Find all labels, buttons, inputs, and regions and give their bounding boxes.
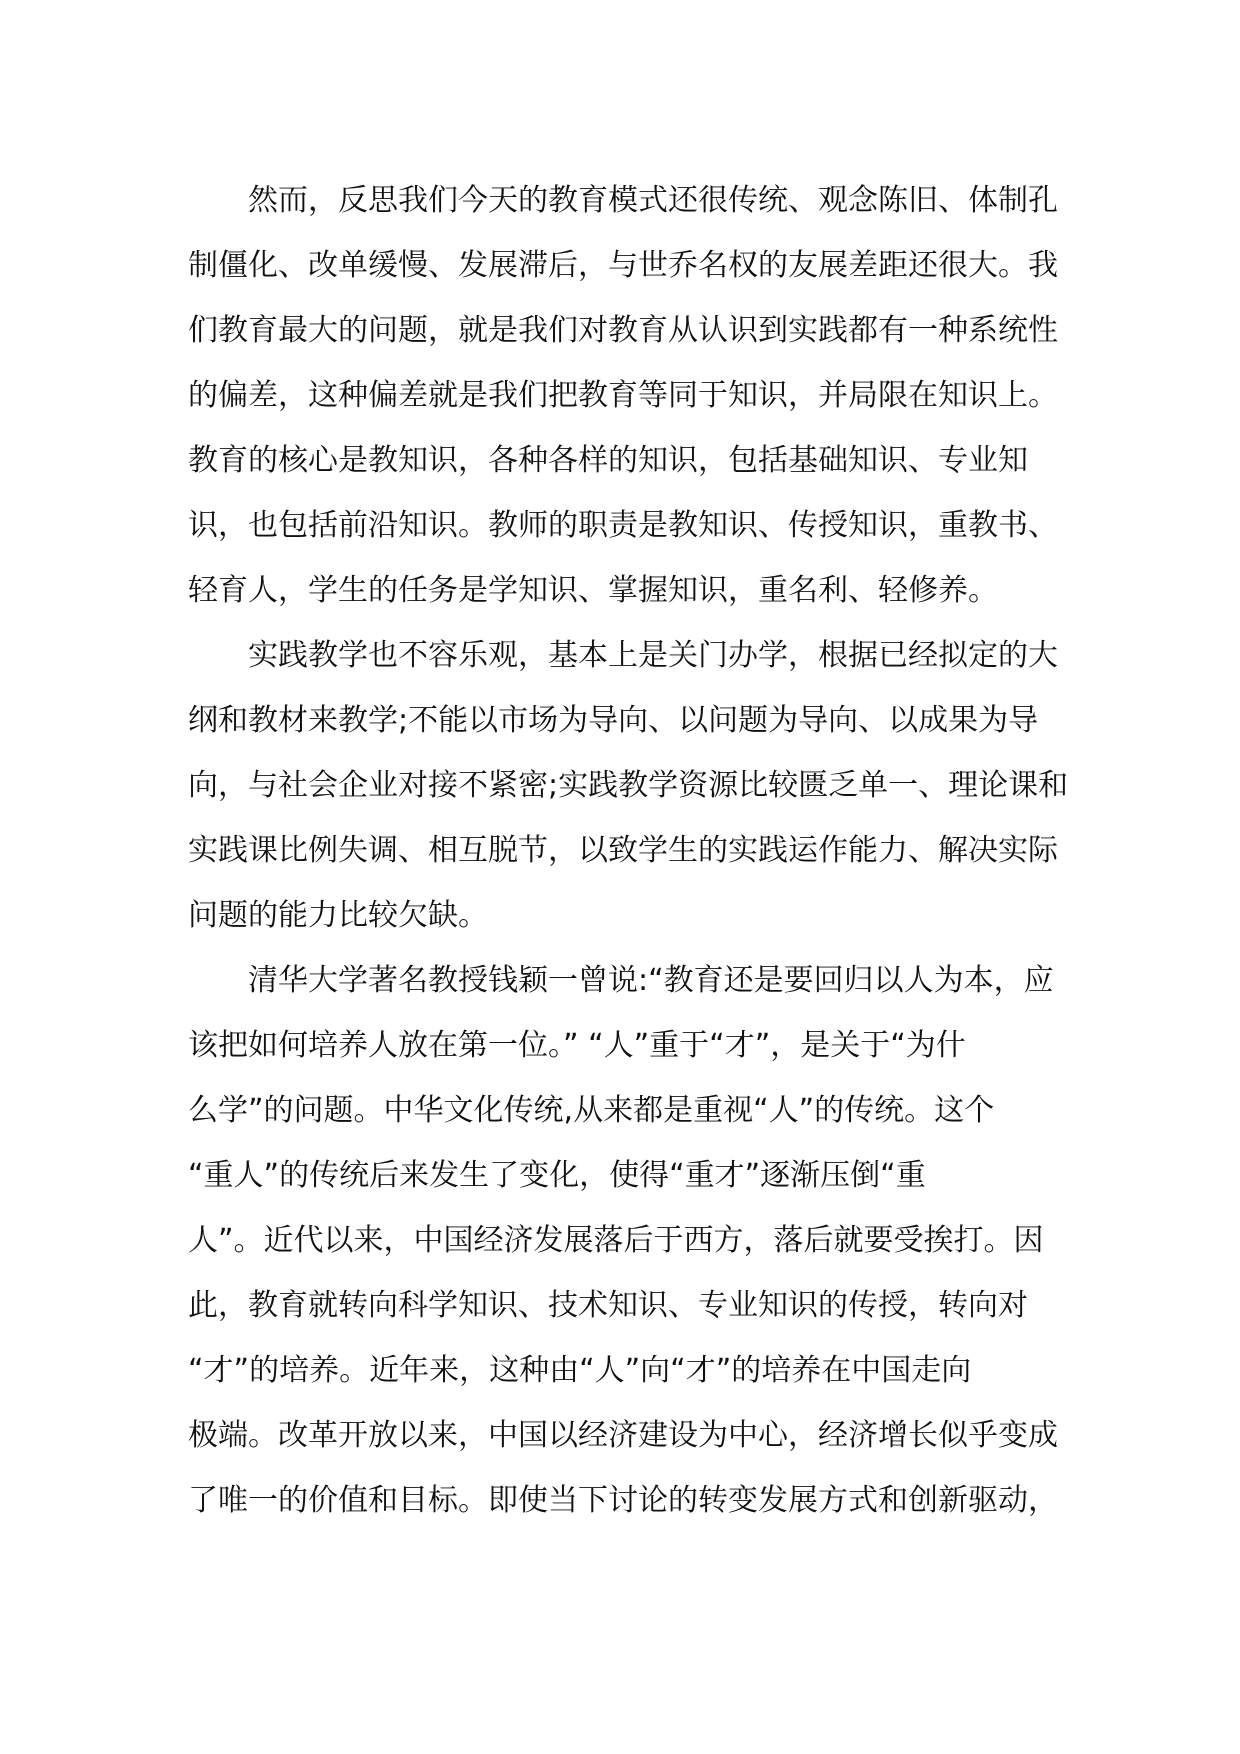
paragraph-3-line-8: 极端。改革开放以来，中国以经济建设为中心，经济增长似乎变成 [188, 1418, 1058, 1453]
paragraph-3-line-6: 此，教育就转向科学知识、技术知识、专业知识的传授，转向对 [188, 1288, 1028, 1323]
paragraph-2-line-5: 问题的能力比较欠缺。 [188, 898, 488, 933]
paragraph-2-line-2: 纲和教材来教学;不能以市场为导向、以问题为导向、以成果为导 [188, 703, 1039, 738]
paragraph-1-line-2: 制僵化、改单缓慢、发展滞后，与世乔名权的友展差距还很大。我 [188, 248, 1058, 283]
paragraph-1-line-5: 教育的核心是教知识，各种各样的知识，包括基础知识、专业知 [188, 443, 1028, 478]
paragraph-3-line-5: 人”。近代以来，中国经济发展落后于西方，落后就要受挨打。因 [188, 1223, 1044, 1258]
paragraph-3-line-7: “才”的培养。近年来，这种由“人”向“才”的培养在中国走向 [188, 1353, 972, 1388]
paragraph-1-line-3: 们教育最大的问题，就是我们对教育从认识到实践都有一种系统性 [188, 313, 1058, 348]
paragraph-3-line-2: 该把如何培养人放在第一位。” “人”重于“才”，是关于“为什 [188, 1028, 966, 1063]
paragraph-1-line-4: 的偏差，这种偏差就是我们把教育等同于知识，并局限在知识上。 [188, 378, 1058, 413]
paragraph-1-line-1: 然而，反思我们今天的教育模式还很传统、观念陈旧、体制孔 [248, 183, 1058, 218]
paragraph-1-line-6: 识，也包括前沿知识。教师的职责是教知识、传授知识，重教书、 [188, 508, 1058, 543]
paragraph-3-line-4: “重人”的传统后来发生了变化，使得“重才”逐渐压倒“重 [188, 1158, 926, 1193]
body-text [188, 168, 1068, 1533]
paragraph-3-line-3: 么学”的问题。中华文化传统,从来都是重视“人”的传统。这个 [188, 1093, 995, 1128]
paragraph-2-line-1: 实践教学也不容乐观，基本上是关门办学，根据已经拟定的大 [248, 638, 1058, 673]
paragraph-1-line-7: 轻育人，学生的任务是学知识、掌握知识，重名利、轻修养。 [188, 573, 998, 608]
paragraph-3-line-9: 了唯一的价值和目标。即使当下讨论的转变发展方式和创新驱动， [188, 1483, 1058, 1518]
paragraph-3-line-1: 清华大学著名教授钱颖一曾说:“教育还是要回归以人为本，应 [248, 963, 1054, 998]
paragraph-2-line-3: 向，与社会企业对接不紧密;实践教学资源比较匮乏单一、理论课和 [188, 768, 1069, 803]
paragraph-2-line-4: 实践课比例失调、相互脱节，以致学生的实践运作能力、解决实际 [188, 833, 1058, 868]
